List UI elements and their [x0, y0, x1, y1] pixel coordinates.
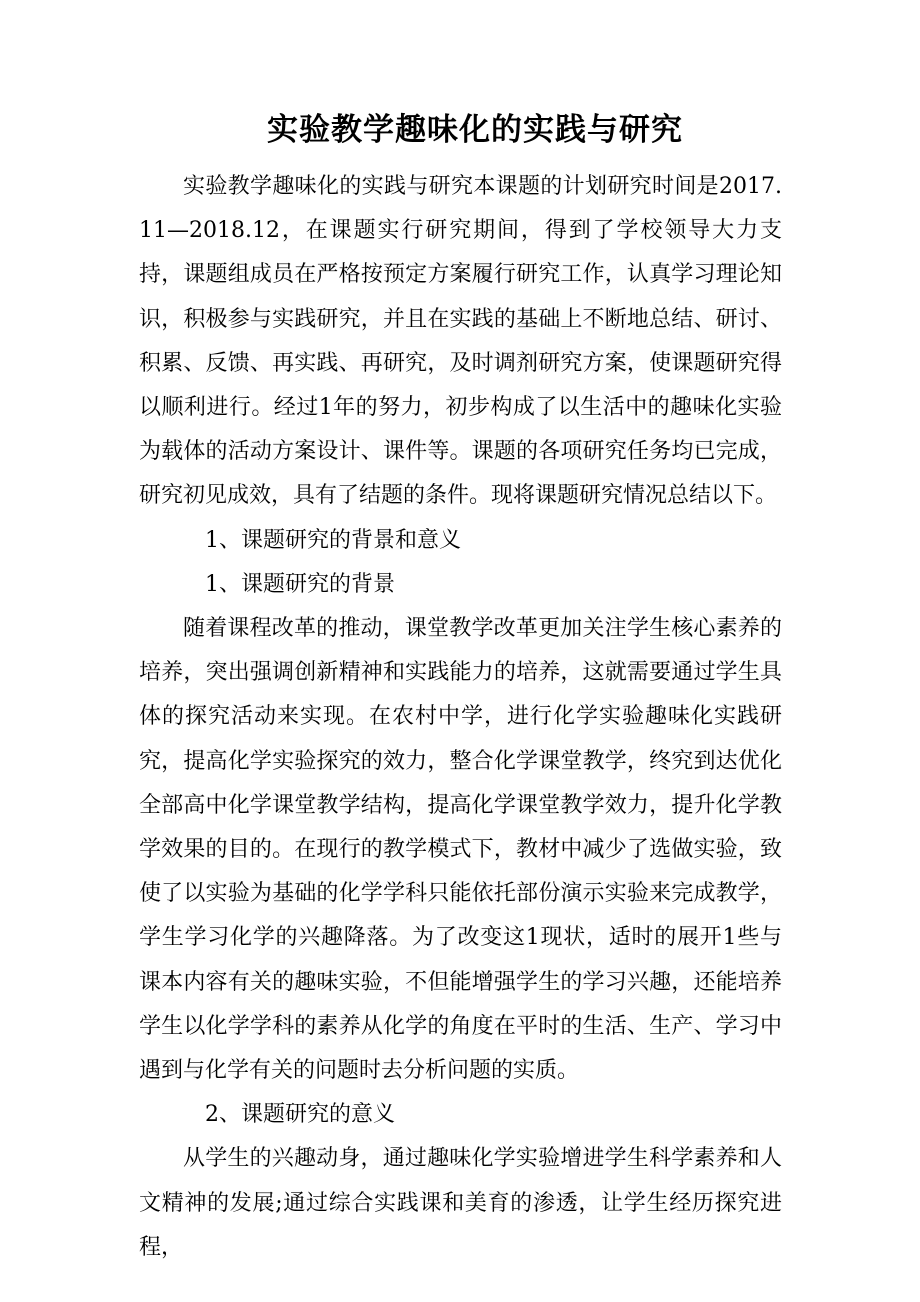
document-body	[139, 165, 782, 1270]
intro-paragraph: 实验教学趣味化的实践与研究本课题的计划研究时间是2017.11—2018.12，在课题实行研究期间，得到了学校领导大力支持，课题组成员在严格按预定方案履行研究工作，认真学习理论知识，积极参与实践研究，并且在实践的基础上不断地总结、研讨、积累、反馈、再实践、再研究，及时调剂研究方案，使课题研究得以顺利进行。经过1年的努力，初步构成了以生活中的趣味化实验为载体的活动方案设计、课件等。课题的各项研究任务均已完成，研究初见成效，具有了结题的条件。现将课题研究情况总结以下。	[139, 174, 782, 509]
section-heading-background-significance: 1、课题研究的背景和意义	[205, 527, 461, 553]
subsection-heading-background: 1、课题研究的背景	[205, 571, 395, 597]
significance-paragraph: 从学生的兴趣动身，通过趣味化学实验增进学生科学素养和人文精神的发展;通过综合实践课和美育的渗透，让学生经历探究进程，	[139, 1146, 782, 1260]
document-title: 实验教学趣味化的实践与研究	[267, 112, 683, 148]
subsection-heading-significance: 2、课题研究的意义	[205, 1102, 395, 1128]
background-paragraph: 随着课程改革的推动，课堂教学改革更加关注学生核心素养的培养，突出强调创新精神和实践能力的培养，这就需要通过学生具体的探究活动来实现。在农村中学，进行化学实验趣味化实践研究，提高化学实验探究的效力，整合化学课堂教学，终究到达优化全部高中化学课堂教学结构，提高化学课堂教学效力，提升化学教学效果的目的。在现行的教学模式下，教材中减少了选做实验，致使了以实验为基础的化学学科只能依托部份演示实验来完成教学，学生学习化学的兴趣降落。为了改变这1现状，适时的展开1些与课本内容有关的趣味实验，不但能增强学生的学习兴趣，还能培养学生以化学学科的素养从化学的角度在平时的生活、生产、学习中遇到与化学有关的问题时去分析问题的实质。	[139, 616, 782, 1084]
